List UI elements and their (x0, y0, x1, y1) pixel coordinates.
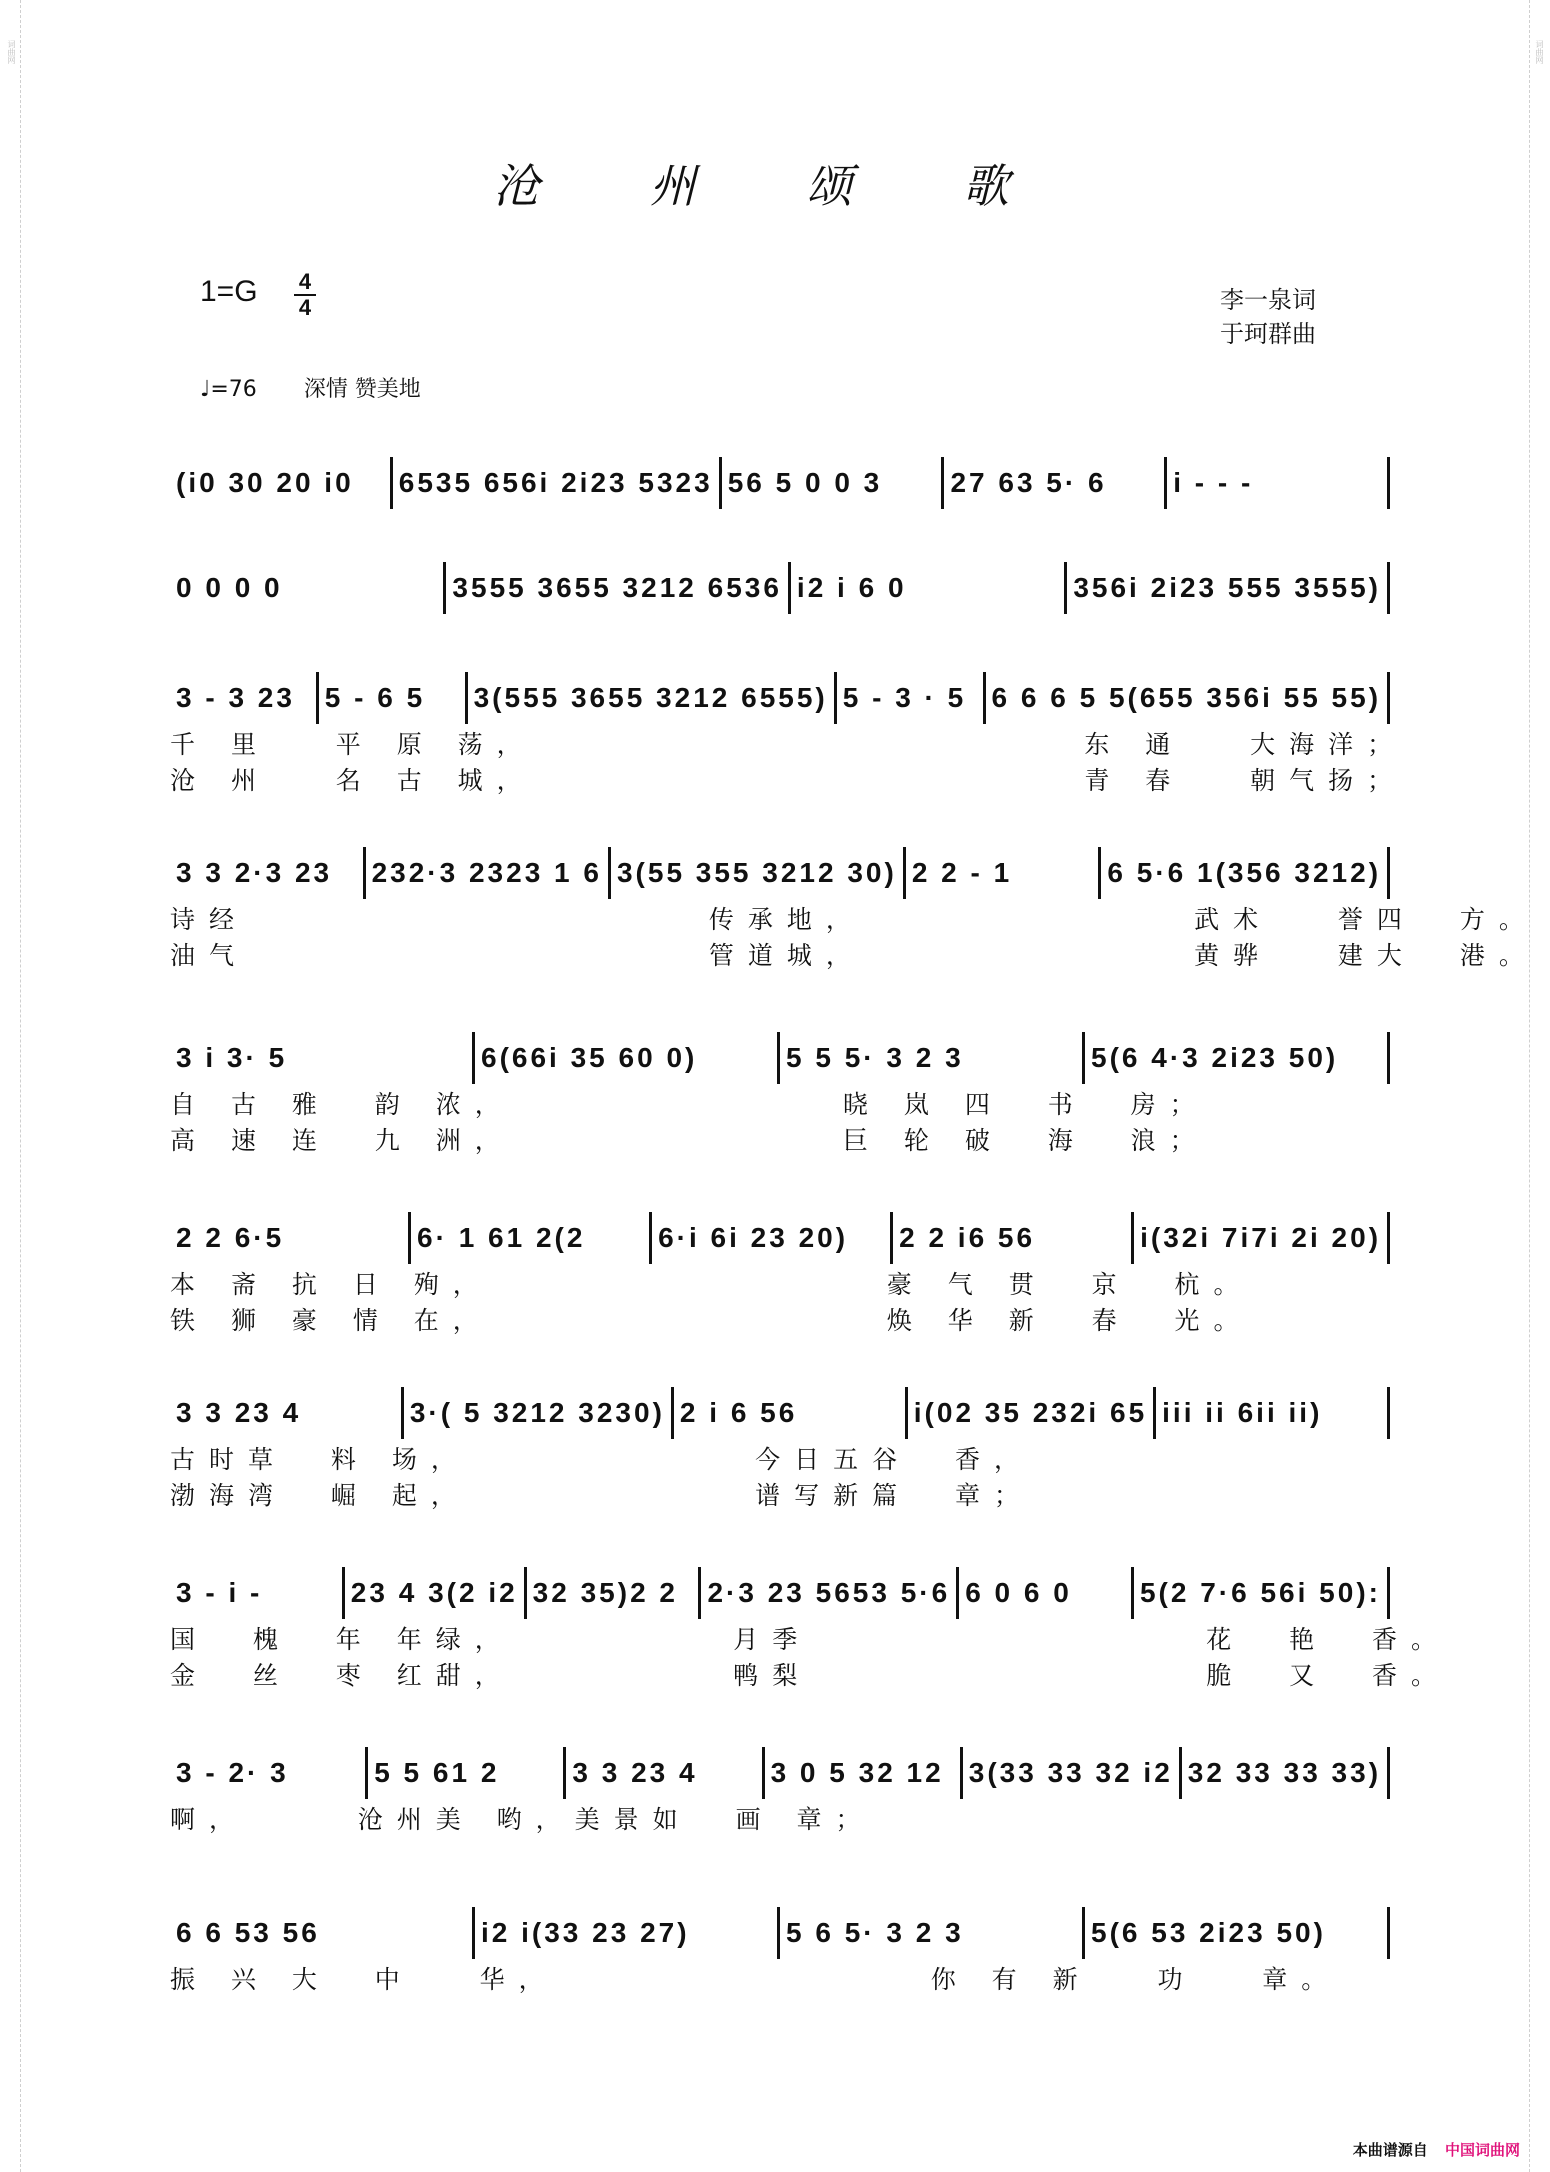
key-signature: 1=G (200, 275, 258, 308)
measure: 3 i 3· 5 (170, 1032, 475, 1084)
watermark-text: 词曲网 (1535, 40, 1544, 64)
notes-line (170, 1210, 1390, 1264)
right-watermark-strip (1529, 0, 1548, 2172)
footer-source (1353, 2139, 1520, 2160)
notes-line (170, 670, 1390, 724)
lyrics-line: 高 速 连 九 洲， 巨 轮 破 海 浪； (170, 1126, 1209, 1155)
measure: 3 3 23 4 (566, 1747, 764, 1799)
measure: 0 0 0 0 (170, 562, 446, 614)
notation-system (170, 455, 1390, 509)
measure: 6(66i 35 60 0) (475, 1032, 780, 1084)
song-title: 沧 州 颂 歌 (493, 159, 1057, 213)
notation-system (170, 1385, 1390, 1511)
measure: 5 - 3 · 5 (837, 672, 986, 724)
lyrics-line: 千 里 平 原 荡， 东 通 大海洋； (170, 730, 1407, 759)
measure: 32 35)2 2 (527, 1567, 702, 1619)
measure: 3 3 2·3 23 (170, 847, 366, 899)
lyricist: 李一泉词 (1220, 286, 1316, 314)
tempo-marking (200, 372, 421, 403)
measure: 3 - 3 23 (170, 672, 319, 724)
measure: 5 6 5· 3 2 3 (780, 1907, 1085, 1959)
lyrics-line: 自 古 雅 韵 浓， 晓 岚 四 书 房； (170, 1090, 1209, 1119)
measure: i2 i(33 23 27) (475, 1907, 780, 1959)
measure: 3(555 3655 3212 6555) (468, 672, 837, 724)
measure: 5 5 5· 3 2 3 (780, 1032, 1085, 1084)
measure: i(02 35 232i 65 (908, 1387, 1156, 1439)
notes-line (170, 455, 1390, 509)
footer-brand: 中国词曲网 (1444, 2141, 1520, 2159)
measure: (i0 30 20 i0 (170, 457, 393, 509)
measure: 2 2 - 1 (906, 847, 1102, 899)
notation-system (170, 1565, 1451, 1691)
lyrics-line: 金 丝 枣 红甜， 鸭梨 脆 又 香。 (170, 1661, 1451, 1690)
notes-line (170, 1745, 1390, 1799)
measure: 6·i 6i 23 20) (652, 1212, 893, 1264)
measure: 3(55 355 3212 30) (611, 847, 906, 899)
tempo-value: ♩=76 (200, 377, 257, 402)
measure: 3 0 5 32 12 (765, 1747, 963, 1799)
measure: 5 - 6 5 (319, 672, 468, 724)
measure: 6535 656i 2i23 5323 (393, 457, 722, 509)
measure: 3 3 23 4 (170, 1387, 404, 1439)
time-signature-top: 4 (298, 269, 312, 294)
lyrics-line: 油气 管道城， 黄骅 建大 港。 (170, 941, 1538, 970)
notation-system (170, 1745, 1390, 1835)
lyrics-line: 国 槐 年 年绿， 月季 花 艳 香。 (170, 1625, 1451, 1654)
measure: i(32i 7i7i 2i 20) (1134, 1212, 1390, 1264)
notes-line (170, 1565, 1390, 1619)
measure: 6· 1 61 2(2 (411, 1212, 652, 1264)
lyrics-line: 渤海湾 崛 起， 谱写新篇 章； (170, 1481, 1034, 1510)
measure: 32 33 33 33) (1182, 1747, 1390, 1799)
notation-system (170, 1905, 1390, 1995)
measure: 2 i 6 56 (674, 1387, 908, 1439)
time-signature-bottom: 4 (298, 295, 312, 320)
measure: 5(6 53 2i23 50) (1085, 1907, 1390, 1959)
notation-system (170, 1030, 1390, 1156)
measure: 3555 3655 3212 6536 (446, 562, 791, 614)
notes-line (170, 1030, 1390, 1084)
notes-line (170, 560, 1390, 614)
measure: iii ii 6ii ii) (1156, 1387, 1390, 1439)
measure: 2 2 6·5 (170, 1212, 411, 1264)
expression-marking: 深情 赞美地 (303, 377, 421, 402)
composer: 于珂群曲 (1220, 320, 1316, 348)
measure: 3 - 2· 3 (170, 1747, 368, 1799)
notes-line (170, 1385, 1390, 1439)
lyrics-line: 振 兴 大 中 华， 你 有 新 功 章。 (170, 1965, 1341, 1994)
notation-system (170, 845, 1538, 971)
left-watermark-strip (2, 0, 21, 2172)
measure: 3·( 5 3212 3230) (404, 1387, 674, 1439)
measure: 6 0 6 0 (959, 1567, 1134, 1619)
credits (1220, 283, 1316, 351)
measure: 23 4 3(2 i2 (345, 1567, 527, 1619)
notation-system (170, 1210, 1390, 1336)
measure: 56 5 0 0 3 (722, 457, 945, 509)
measure: i2 i 6 0 (791, 562, 1067, 614)
measure: 6 6 53 56 (170, 1907, 475, 1959)
measure: 2 2 i6 56 (893, 1212, 1134, 1264)
measure: 6 5·6 1(356 3212) (1101, 847, 1390, 899)
measure: 3 - i - (170, 1567, 345, 1619)
measure: i - - - (1167, 457, 1390, 509)
measure: 6 6 6 5 5(655 356i 55 55) (986, 672, 1390, 724)
notation-system (170, 560, 1390, 614)
footer-label: 本曲谱源自 (1352, 2141, 1428, 2159)
watermark-text: 词曲网 (7, 40, 16, 64)
lyrics-line: 铁 狮 豪 情 在， 焕 华 新 春 光。 (170, 1306, 1253, 1335)
lyrics-line: 沧 州 名 古 城， 青 春 朝气扬； (170, 766, 1407, 795)
measure: 2·3 23 5653 5·6 (701, 1567, 959, 1619)
measure: 5 5 61 2 (368, 1747, 566, 1799)
time-signature (292, 270, 318, 320)
lyrics-line: 啊， 沧州美 哟，美景如 画 章； (170, 1805, 875, 1834)
notes-line (170, 1905, 1390, 1959)
measure: 232·3 2323 1 6 (366, 847, 611, 899)
lyrics-line: 本 斋 抗 日 殉， 豪 气 贯 京 杭。 (170, 1270, 1253, 1299)
measure: 5(2 7·6 56i 50): (1134, 1567, 1390, 1619)
measure: 3(33 33 32 i2 (963, 1747, 1182, 1799)
measure: 27 63 5· 6 (944, 457, 1167, 509)
measure: 5(6 4·3 2i23 50) (1085, 1032, 1390, 1084)
notation-system (170, 670, 1407, 796)
notes-line (170, 845, 1390, 899)
measure: 356i 2i23 555 3555) (1067, 562, 1390, 614)
lyrics-line: 诗经 传承地， 武术 誉四 方。 (170, 905, 1538, 934)
lyrics-line: 古时草 料 场， 今日五谷 香， (170, 1445, 1034, 1474)
